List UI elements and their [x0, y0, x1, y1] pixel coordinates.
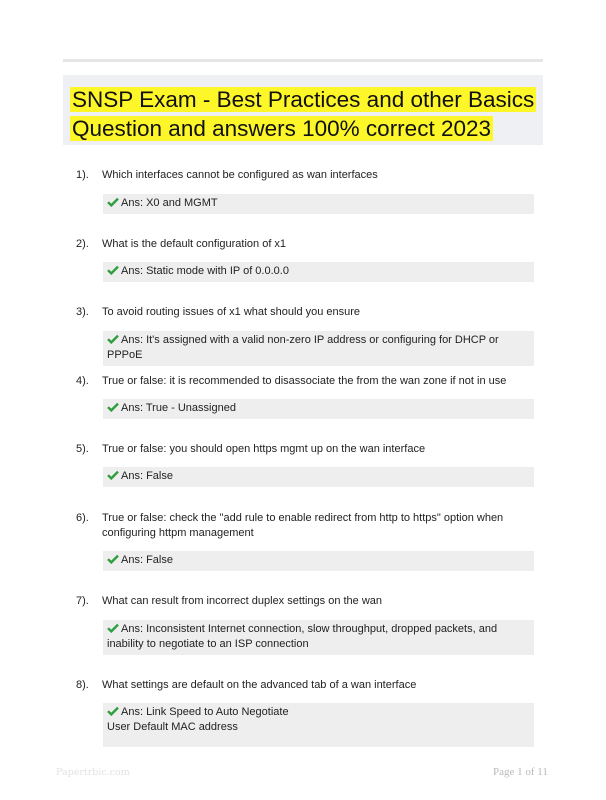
question-text: What can result from incorrect duplex settings on the wan: [102, 595, 383, 607]
answer-text: Ans: Inconsistent Internet connection, slow throughput, dropped packets, and inability to negotiate to an ISP connection: [107, 623, 498, 650]
question-text: To avoid routing issues of x1 what should you ensure: [102, 306, 361, 318]
question-number: 4).: [76, 375, 89, 387]
question-text: True or false: you should open https mgmt up on the wan interface: [102, 443, 426, 455]
check-icon: [107, 265, 119, 275]
question-number: 3).: [76, 306, 89, 318]
check-icon: [107, 402, 119, 412]
question-number: 5).: [76, 443, 89, 455]
document-title: [63, 75, 543, 145]
question-text: What is the default configuration of x1: [102, 238, 287, 250]
answer-text: Ans: False: [121, 554, 173, 566]
question-number: 8).: [76, 679, 89, 691]
check-icon: [107, 470, 119, 480]
question-text: What settings are default on the advanced tab of a wan interface: [102, 679, 417, 691]
check-icon: [107, 197, 119, 207]
answer-box: [103, 399, 534, 419]
title-line-2: Question and answers 100% correct 2023: [72, 116, 491, 141]
answer-box: [103, 703, 534, 747]
answer-box: [103, 620, 534, 655]
answer-text-extra: User Default MAC address: [107, 721, 238, 733]
question-number: 2).: [76, 238, 89, 250]
answer-text: Ans: Link Speed to Auto Negotiate: [121, 706, 289, 718]
question-text: True or false: check the "add rule to enable redirect from http to https" option when configuring httpm management: [102, 512, 504, 539]
answer-box: [103, 467, 534, 487]
top-divider: [63, 59, 543, 62]
question-text: True or false: it is recommended to disassociate the from the wan zone if not in use: [102, 375, 507, 387]
check-icon: [107, 623, 119, 633]
answer-text: Ans: Static mode with IP of 0.0.0.0: [121, 265, 289, 277]
answer-box: [103, 262, 534, 282]
question-number: 7).: [76, 595, 89, 607]
question-number: 1).: [76, 169, 89, 181]
check-icon: [107, 554, 119, 564]
answer-text: Ans: False: [121, 470, 173, 482]
answer-text: Ans: It's assigned with a valid non-zero IP address or configuring for DHCP or PPPoE: [107, 334, 499, 361]
answer-text: Ans: X0 and MGMT: [121, 197, 218, 209]
answer-box: [103, 331, 534, 366]
question-number: 6).: [76, 512, 89, 524]
page-indicator: Page 1 of 11: [493, 766, 548, 778]
check-icon: [107, 706, 119, 716]
title-line-1: SNSP Exam - Best Practices and other Basics: [72, 87, 535, 112]
footer-watermark: Papertrbic.com: [56, 767, 130, 778]
answer-text: Ans: True - Unassigned: [121, 402, 236, 414]
check-icon: [107, 334, 119, 344]
answer-box: [103, 551, 534, 571]
question-text: Which interfaces cannot be configured as wan interfaces: [102, 169, 378, 181]
answer-box: [103, 194, 534, 214]
